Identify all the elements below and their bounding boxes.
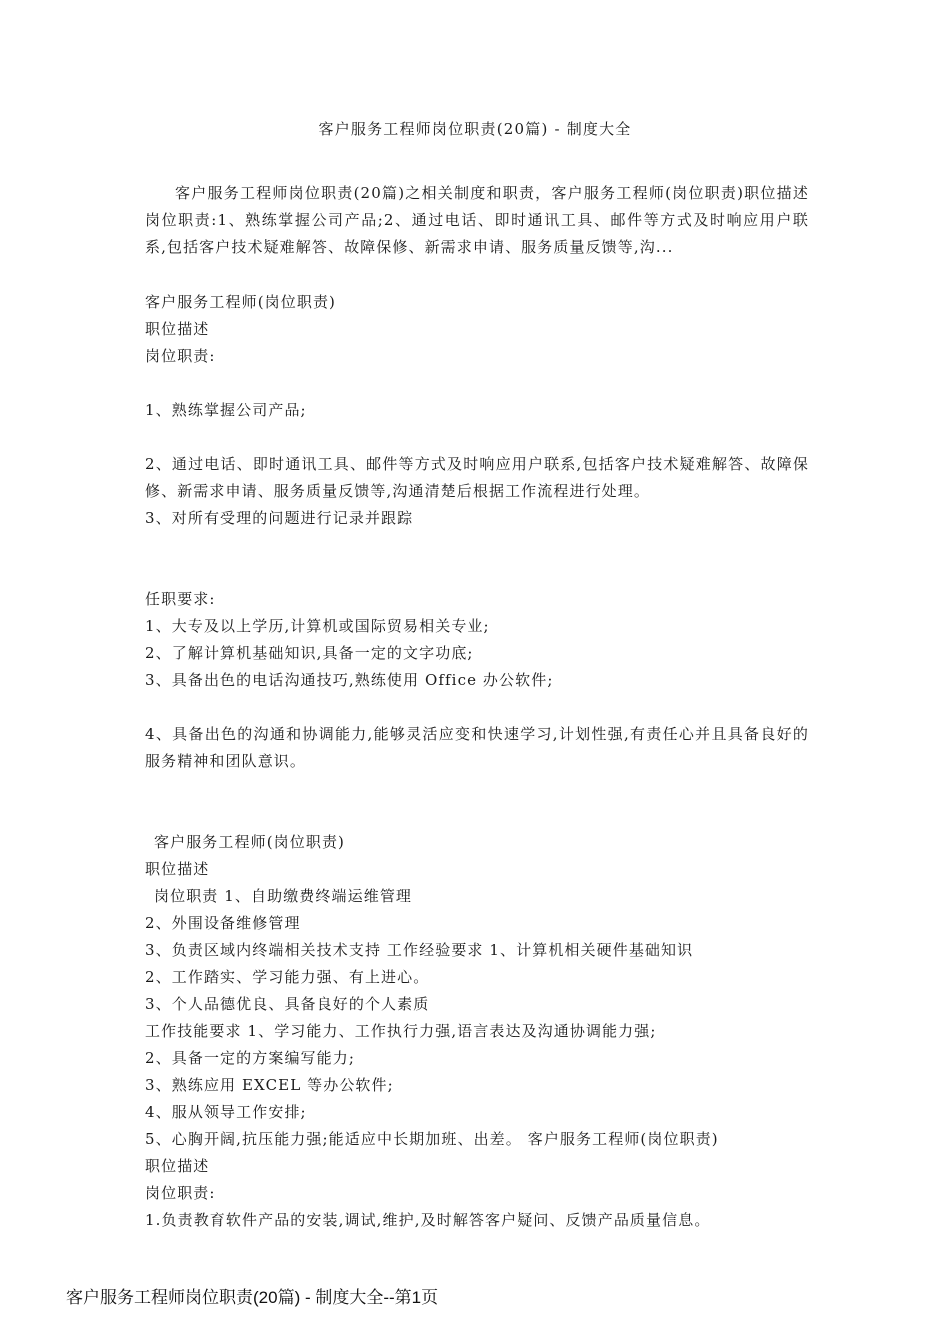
requirement-item: 工作技能要求 1、学习能力、工作执行力强,语言表达及沟通协调能力强; [145,1022,657,1040]
duty-item: 1、熟练掌握公司产品; [145,401,307,419]
requirement-item: 3、个人品德优良、具备良好的个人素质 [145,995,430,1013]
section-heading: 客户服务工程师(岗位职责) [145,293,337,311]
requirement-item: 4、具备出色的沟通和协调能力,能够灵活应变和快速学习,计划性强,有责任心并且具备良好的服务精神和团队意识。 [145,725,809,770]
duties-label: 岗位职责: [145,347,216,365]
job-description-label: 职位描述 [145,1157,210,1175]
requirement-item: 2、具备一定的方案编写能力; [145,1049,355,1067]
requirement-item: 3、具备出色的电话沟通技巧,熟练使用 Office 办公软件; [145,671,554,689]
requirement-item: 5、心胸开阔,抗压能力强;能适应中长期加班、出差。 客户服务工程师(岗位职责) [145,1130,719,1148]
job-description-label: 职位描述 [145,320,210,338]
duty-item: 3、负责区域内终端相关技术支持 工作经验要求 1、计算机相关硬件基础知识 [145,941,694,959]
duty-item: 2、外围设备维修管理 [145,914,301,932]
duty-item: 1.负责教育软件产品的安装,调试,维护,及时解答客户疑问、反馈产品质量信息。 [145,1211,711,1229]
requirement-item: 2、了解计算机基础知识,具备一定的文字功底; [145,644,474,662]
requirement-item: 1、大专及以上学历,计算机或国际贸易相关专业; [145,617,490,635]
section-heading: 客户服务工程师(岗位职责) [154,833,346,851]
requirements-label: 任职要求: [145,590,216,608]
document-title: 客户服务工程师岗位职责(20篇) - 制度大全 [318,120,632,138]
requirement-item: 2、工作踏实、学习能力强、有上进心。 [145,968,430,986]
document-body [145,289,809,1234]
duties-label: 岗位职责: [145,1184,216,1202]
intro-paragraph: 客户服务工程师岗位职责(20篇)之相关制度和职责，客户服务工程师(岗位职责)职位描述岗位职责:1、熟练掌握公司产品;2、通过电话、即时通讯工具、邮件等方式及时响应用户联系,包括客户技术疑难解答、故障保修、新需求申请、服务质量反馈等,沟... [145,184,809,256]
duty-item: 岗位职责 1、自助缴费终端运维管理 [154,887,413,905]
duty-item: 2、通过电话、即时通讯工具、邮件等方式及时响应用户联系,包括客户技术疑难解答、故障保修、新需求申请、服务质量反馈等,沟通清楚后根据工作流程进行处理。 [145,455,809,500]
requirement-item: 4、服从领导工作安排; [145,1103,307,1121]
requirement-item: 3、熟练应用 EXCEL 等办公软件; [145,1076,394,1094]
job-description-label: 职位描述 [145,860,210,878]
duty-item: 3、对所有受理的问题进行记录并跟踪 [145,509,414,527]
page-footer: 客户服务工程师岗位职责(20篇) - 制度大全--第1页 [66,1288,439,1307]
